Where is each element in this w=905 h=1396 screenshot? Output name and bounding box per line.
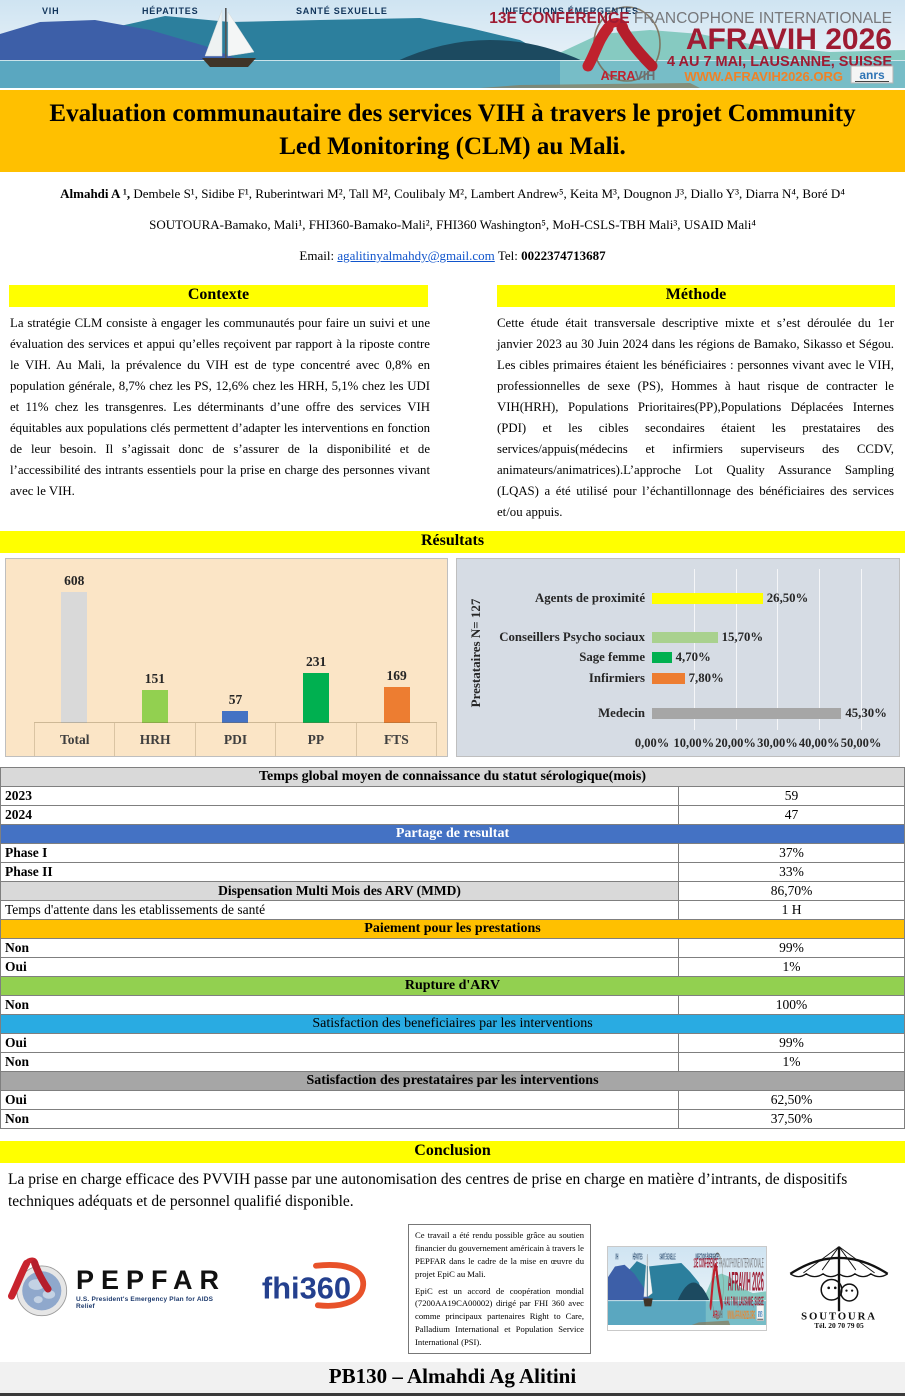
- pepfar-logo: [8, 1257, 226, 1321]
- row-label-cell: Temps d'attente dans les etablissements de santé: [1, 901, 679, 920]
- fhi360-name: fhi360: [261, 1270, 352, 1306]
- table-section-row: [1, 920, 905, 939]
- bar-track: [652, 671, 861, 686]
- beneficiaries-bar-chart: [5, 558, 448, 757]
- funding-paragraph-1: Ce travail a été rendu possible grâce au soutien financier du gouvernement américain à travers le PEPFAR dans le cadre de la mise en œuvre du projet EpiC au Mali.: [415, 1229, 584, 1279]
- chart-plot-area: [34, 565, 437, 723]
- row-label-cell: Oui: [1, 958, 679, 977]
- category-label: HRH: [115, 723, 195, 756]
- table-section-row: [1, 977, 905, 996]
- category-label: Medecin: [598, 706, 645, 720]
- table-row: [1, 844, 905, 863]
- poster-id-bar: PB130 – Almahdi Ag Alitini: [0, 1362, 905, 1396]
- chart-x-axis: [634, 736, 882, 752]
- poster-title: Evaluation communautaire des services VIH à travers le projet Community Led Monitoring (CLM) au Mali.: [0, 90, 905, 172]
- table-row: [1, 863, 905, 882]
- soutoura-tel: Tél. 20 70 79 05: [814, 1321, 864, 1331]
- methode-section: [455, 285, 905, 523]
- section-header-cell: Satisfaction des beneficiaires par les interventions: [1, 1015, 905, 1034]
- bar: [652, 593, 763, 604]
- x-tick-label: 50,00%: [840, 736, 882, 750]
- category-label: Infirmiers: [588, 671, 645, 685]
- pepfar-emblem-icon: [8, 1257, 72, 1321]
- authors-block: [0, 172, 905, 285]
- row-value-cell: 62,50%: [679, 1091, 905, 1110]
- contexte-body: La stratégie CLM consiste à engager les communautés pour faire un suivi et une évaluation des services et appui qu’elles reçoivent par rapport à la riposte contre le VIH. Au Mali, la prévalence du VIH est de type concentré avec 0,8% en population générale, 8,7% chez les PS, 12,6% chez les HRH, 5,1% chez les UDI et 11% chez les transgenres. Les déterminants d’une offre des services VIH équitables aux populations clés permettent d’adapter les interventions en fonction de leur besoin. Il s’agissait donc de s’assurer de la disponibilité et de l’accessibilité des intrants essentiels pour la prise en charge des personnes vivant avec le VIH.: [10, 316, 430, 498]
- table-row: [1, 1091, 905, 1110]
- row-value-cell: 47: [679, 806, 905, 825]
- x-tick-label: 0,00%: [634, 736, 670, 750]
- row-value-cell: 1%: [679, 958, 905, 977]
- bar: [652, 652, 672, 663]
- category-label: PP: [276, 723, 356, 756]
- row-value-cell: 59: [679, 787, 905, 806]
- bar-row: [487, 650, 861, 665]
- category-label: Agents de proximité: [535, 591, 645, 605]
- bar-track: [652, 591, 861, 606]
- bar: [652, 673, 685, 684]
- results-charts: [0, 553, 905, 763]
- bar-group: [276, 565, 357, 723]
- contexte-section: [0, 285, 455, 523]
- footer-logos: [0, 1214, 905, 1354]
- table-row: [1, 787, 905, 806]
- table-row: [1, 939, 905, 958]
- bar-value-label: 4,70%: [675, 650, 711, 664]
- row-value-cell: 86,70%: [679, 882, 905, 901]
- row-value-cell: 1 H: [679, 901, 905, 920]
- context-method-columns: [0, 285, 905, 523]
- bar-row: [487, 591, 861, 606]
- table-row: [1, 901, 905, 920]
- funding-statement-box: [408, 1224, 591, 1354]
- table-row: [1, 996, 905, 1015]
- chart-bars: [487, 591, 887, 721]
- tel-number: 0022374713687: [521, 248, 606, 263]
- email-label: Email:: [299, 248, 335, 263]
- x-tick-label: 10,00%: [673, 736, 715, 750]
- section-header-cell: Satisfaction des prestataires par les interventions: [1, 1072, 905, 1091]
- contact-line: [10, 248, 895, 264]
- soutoura-name: SOUTOURA: [801, 1311, 877, 1324]
- category-label: FTS: [357, 723, 437, 756]
- row-value-cell: 37%: [679, 844, 905, 863]
- section-header-cell: Temps global moyen de connaissance du statut sérologique(mois): [1, 768, 905, 787]
- bar: [384, 687, 410, 723]
- fhi360-logo: [260, 1259, 368, 1318]
- row-label-cell: Non: [1, 939, 679, 958]
- row-value-cell: 99%: [679, 939, 905, 958]
- mini-banner-art: [608, 1247, 766, 1325]
- bar-row: [487, 630, 861, 645]
- section-header-cell: Paiement pour les prestations: [1, 920, 905, 939]
- bar-value-label: 15,70%: [721, 630, 764, 644]
- category-label: Sage femme: [579, 650, 645, 664]
- results-table: [0, 767, 905, 1129]
- row-label-cell: Phase I: [1, 844, 679, 863]
- row-label-cell: Non: [1, 1110, 679, 1129]
- row-value-cell: 37,50%: [679, 1110, 905, 1129]
- fhi360-wordmark-icon: [260, 1259, 368, 1313]
- row-label-cell: Phase II: [1, 863, 679, 882]
- affiliations-line: SOUTOURA-Bamako, Mali¹, FHI360-Bamako-Mali², FHI360 Washington⁵, MoH-CSLS-TBH Mali³, USAID Mali⁴: [149, 217, 756, 232]
- providers-bar-chart: [456, 558, 900, 757]
- bar-group: [195, 565, 276, 723]
- row-value-cell: 33%: [679, 863, 905, 882]
- email-link[interactable]: agalitinyalmahdy@gmail.com: [337, 248, 495, 263]
- bar-group: [34, 565, 115, 723]
- soutoura-umbrella-icon: [781, 1242, 897, 1330]
- category-label: Conseillers Psycho sociaux: [499, 630, 645, 644]
- pepfar-tagline: U.S. President's Emergency Plan for AIDS Relief: [76, 1296, 214, 1311]
- category-label: Total: [34, 723, 115, 756]
- afravih-mini-banner: [607, 1246, 767, 1331]
- bar-group: [356, 565, 437, 723]
- section-header-cell: Partage de resultat: [1, 825, 905, 844]
- bar: [61, 592, 87, 723]
- bar-row: [487, 671, 861, 686]
- table-row: [1, 806, 905, 825]
- table-row: [1, 958, 905, 977]
- conference-banner: [0, 0, 905, 88]
- bar: [652, 708, 841, 719]
- bar-group: [115, 565, 196, 723]
- soutoura-logo: [781, 1242, 897, 1335]
- tel-label: Tel:: [497, 248, 518, 263]
- bar-row: [487, 706, 887, 721]
- row-label-cell: 2023: [1, 787, 679, 806]
- category-label: PDI: [196, 723, 276, 756]
- table-row: [1, 1034, 905, 1053]
- bar-track: [652, 630, 861, 645]
- methode-body: Cette étude était transversale descriptive mixte et s’est déroulée du 1er janvier 2023 au 30 Juin 2024 dans les régions de Bamako, Sikasso et Ségou. Les cibles primaires étaient les bénéficiaires : personnes vivant avec le VIH, professionnelles de sexe (PS), Hommes à haut risque de contracter le VIH(HRH), Populations Prioritaires(PP),Populations Déplacées Internes (PDI) et les cibles secondaires étaient les prestataires des services/appuis(médecins et infirmiers superviseurs des CCDV, animateurs/animatrices).L’approche Lot Quality Assurance Sampling (LQAS) a été utilisé pour l’échantillonnage des bénéficiaires des services et/ou appuis.: [497, 316, 894, 519]
- methode-heading: Méthode: [497, 285, 895, 307]
- pepfar-name: PEPFAR: [76, 1265, 227, 1296]
- bar-value-label: 45,30%: [845, 706, 887, 720]
- x-tick-label: 40,00%: [798, 736, 840, 750]
- conclusion-heading: Conclusion: [0, 1141, 905, 1163]
- row-label-cell: Dispensation Multi Mois des ARV (MMD): [1, 882, 679, 901]
- authors-line: [10, 186, 895, 202]
- bar-track: [652, 650, 861, 665]
- bar-value-label: 169: [386, 668, 407, 683]
- row-value-cell: 1%: [679, 1053, 905, 1072]
- coauthors: Dembele S¹, Sidibe F¹, Ruberintwari M², Tall M², Coulibaly M², Lambert Andrew⁵, Keita M³, Dougnon J³, Diallo Y³, Diarra N⁴, Boré D⁴: [130, 186, 845, 201]
- table-row: [1, 882, 905, 901]
- bar: [303, 673, 329, 723]
- chart-plot-area: [487, 565, 889, 754]
- chart-y-axis-label: Prestataires N= 127: [468, 598, 483, 708]
- bar-value-label: 7,80%: [688, 671, 724, 685]
- row-label-cell: Non: [1, 996, 679, 1015]
- row-label-cell: Oui: [1, 1091, 679, 1110]
- table-section-row: [1, 1015, 905, 1034]
- bar-track: [652, 706, 887, 721]
- row-label-cell: Oui: [1, 1034, 679, 1053]
- x-tick-label: 20,00%: [715, 736, 756, 750]
- first-author: Almahdi A ¹,: [60, 186, 131, 201]
- resultats-heading: Résultats: [0, 531, 905, 553]
- bar: [142, 690, 168, 723]
- table-section-row: [1, 825, 905, 844]
- row-value-cell: 100%: [679, 996, 905, 1015]
- pepfar-wordmark: [76, 1267, 226, 1310]
- section-header-cell: Rupture d'ARV: [1, 977, 905, 996]
- banner-landscape-art: [0, 0, 905, 88]
- bar-value-label: 57: [228, 692, 243, 707]
- table-row: [1, 1053, 905, 1072]
- bar-value-label: 608: [64, 573, 85, 588]
- row-value-cell: 99%: [679, 1034, 905, 1053]
- funding-paragraph-2: EpiC est un accord de coopération mondial (7200AA19CA00002) dirigé par FHI 360 avec comme principaux partenaires Right to Care, Palladium International et Population Service International (PSI).: [415, 1285, 584, 1348]
- bar-value-label: 151: [144, 671, 166, 686]
- conclusion-body: La prise en charge efficace des PVVIH passe par une autonomisation des centres de prise en charge en matière d’intrants, de dispositifs techniques adéquats et de personnel qualifié disponible.: [8, 1171, 848, 1211]
- contexte-heading: Contexte: [9, 285, 428, 307]
- row-label-cell: 2024: [1, 806, 679, 825]
- bar-value-label: 231: [305, 654, 327, 669]
- table-row: [1, 1110, 905, 1129]
- bar-value-label: 26,50%: [766, 591, 809, 605]
- chart-category-axis: [34, 722, 437, 756]
- row-label-cell: Non: [1, 1053, 679, 1072]
- table-section-row: [1, 1072, 905, 1091]
- x-tick-label: 30,00%: [757, 736, 798, 750]
- bar: [652, 632, 718, 643]
- table-section-row: [1, 768, 905, 787]
